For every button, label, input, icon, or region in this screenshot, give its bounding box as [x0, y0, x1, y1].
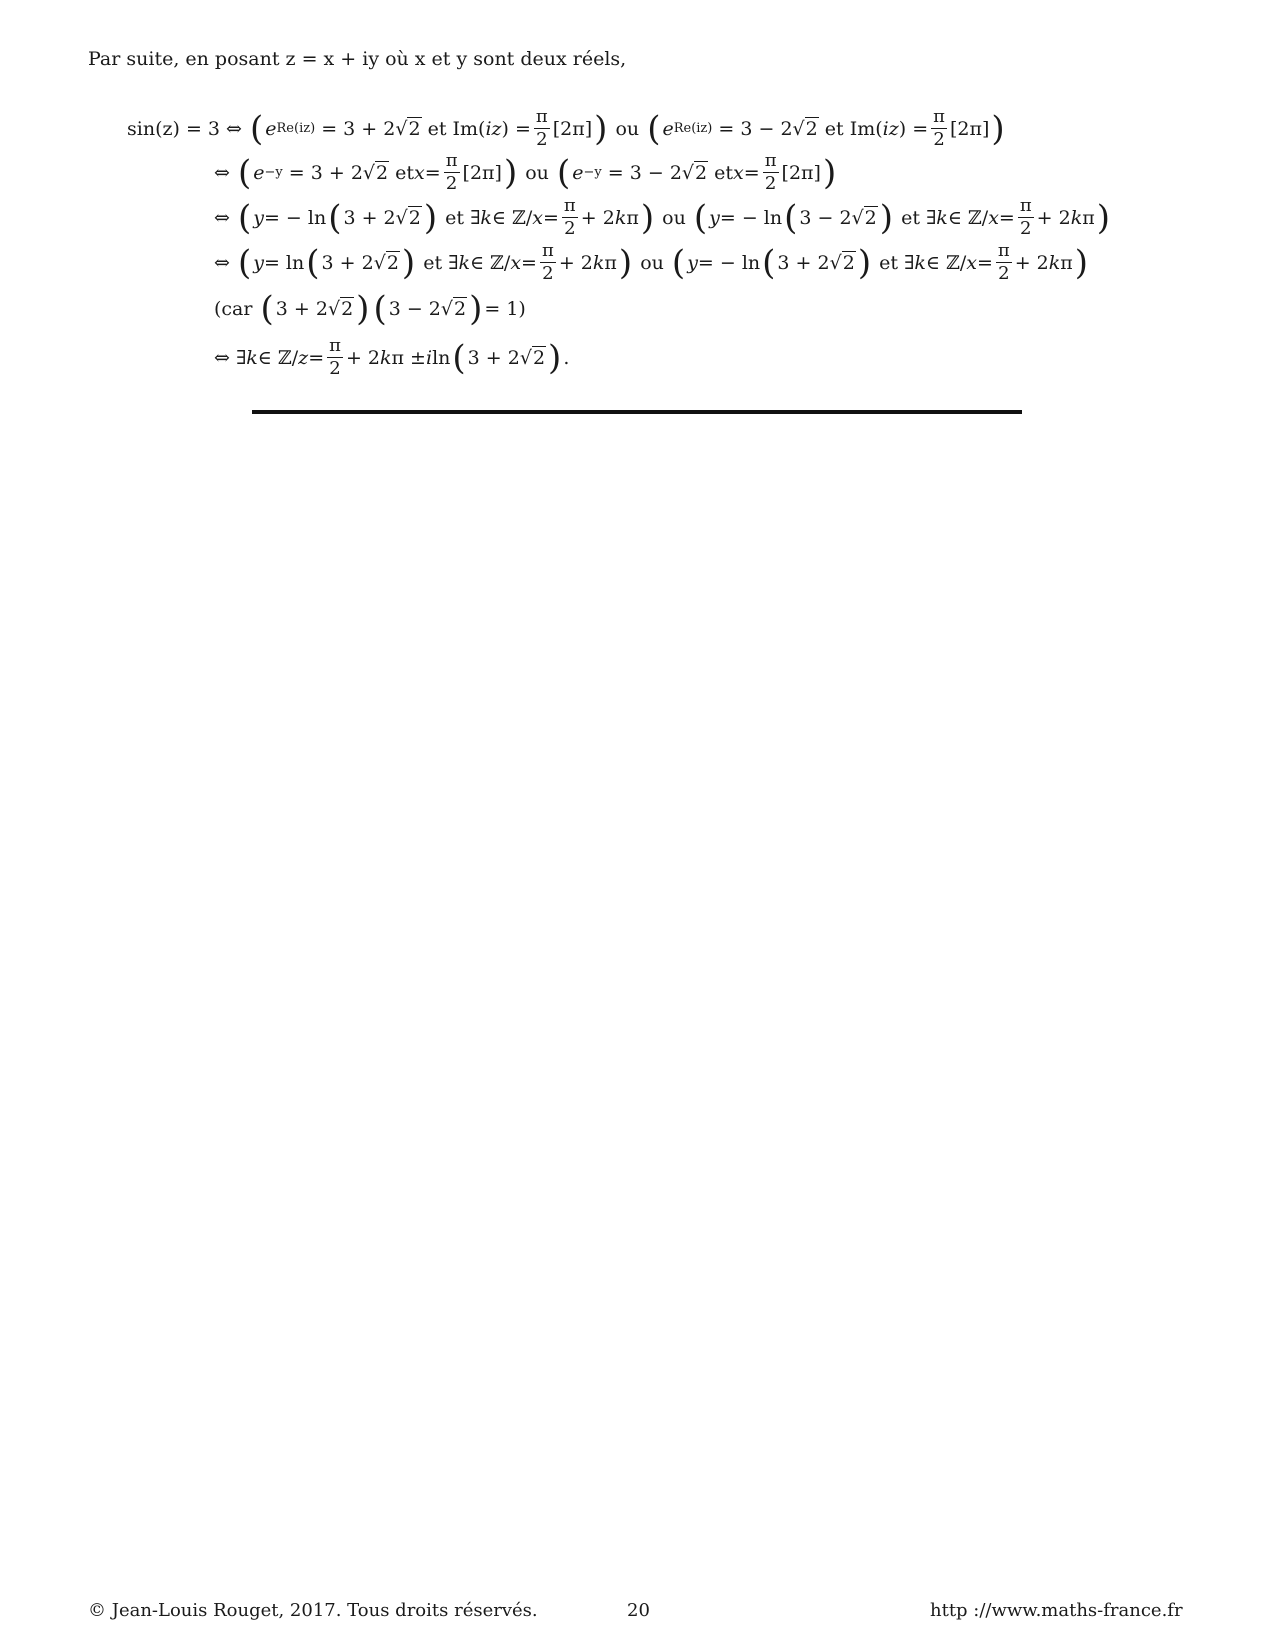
math-line-2: ⇔ ( e −y = 3 + 2 √2 et x = $\frac{\pi}{2}$ [2π] ) ou ( e −y = 3 − 2 √2 et x = $\frac{\pi}{2}$ [2π] )	[214, 150, 837, 194]
footer-url[interactable]: http ://www.maths-france.fr	[930, 1600, 1183, 1621]
intro-text: Par suite, en posant z = x + iy où x et y sont deux réels,	[88, 48, 627, 70]
footer-page-number: 20	[627, 1600, 650, 1621]
footer-copyright: © Jean-Louis Rouget, 2017. Tous droits réservés.	[88, 1600, 538, 1621]
math-line-1: sin(z) = 3 ⇔ ( e Re(iz) = 3 + 2 √2 et Im( iz ) = $\frac{\pi}{2}$ [2π] ) ou ( e Re(iz) = 3 − 2 √2 et Im( iz ) = $\frac{\pi}{2}$ [2π] )	[127, 106, 1005, 150]
math-line-3: ⇔ ( y = − ln ( 3 + 2 √2 ) et ∃ k ∈ ℤ/ x = $\frac{\pi}{2}$ + 2 k π ) ou ( y = − ln ( 3 − 2 √2 ) et ∃ k ∈ ℤ/ x = $\frac{\pi}{2}$ + 2 k π )	[214, 195, 1111, 239]
note-car: (car	[214, 298, 253, 320]
section-end-rule	[252, 410, 1022, 414]
math-line-6: ⇔ ∃ k ∈ ℤ/ z = $\frac{\pi}{2}$ + 2 k π ± i ln ( 3 + 2 √2 ) .	[214, 335, 570, 379]
lhs-sin: sin(z) = 3	[127, 117, 220, 140]
math-line-5: (car ( 3 + 2 √2 ) ( 3 − 2 √2 ) = 1)	[214, 289, 526, 329]
math-line-4: ⇔ ( y = ln ( 3 + 2 √2 ) et ∃ k ∈ ℤ/ x = $\frac{\pi}{2}$ + 2 k π ) ou ( y = − ln ( 3 + 2 √2 ) et ∃ k ∈ ℤ/ x = $\frac{\pi}{2}$ + 2 k π )	[214, 240, 1089, 284]
